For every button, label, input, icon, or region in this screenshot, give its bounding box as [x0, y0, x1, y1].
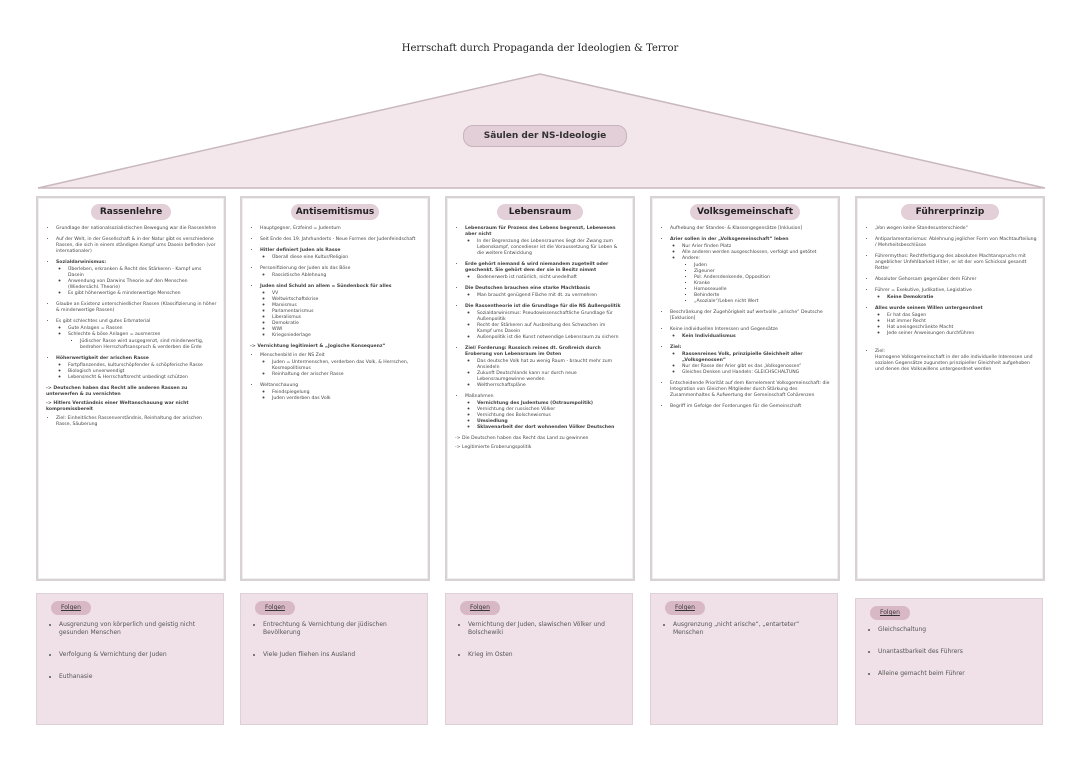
- sub-item: ◦ Feindspiegelung: [272, 390, 416, 396]
- folgen-box-rassenlehre: [36, 593, 224, 725]
- sub-item: ◦ Zukunft Deutschlands kann nur durch neue Lebensraumgewinne wenden: [477, 371, 621, 383]
- list-item: • Grundlage der nationalsozialistischen Bewegung war die Rassenlehre: [56, 226, 218, 232]
- list-item: • „Von wegen keine Standesunterschiede“: [875, 226, 1037, 232]
- list-item: • Vernichtung der Juden, slawischen Völker und Bolschewiki: [468, 621, 626, 637]
- list-item: • Begriff im Gefolge der Forderungen für die Gemeinschaft: [670, 404, 832, 410]
- list-item: • Verfolgung & Vernichtung der Juden: [59, 651, 217, 659]
- roof-label: Säulen der NS-Ideologie: [463, 125, 627, 147]
- page-title: Herrschaft durch Propaganda der Ideologien & Terror: [401, 43, 679, 54]
- sub-item: ◦ Fortpflanzendes, kulturschöpfender & schöpferische Rasse: [68, 363, 212, 369]
- pillar-heading: Führerprinzip: [901, 204, 999, 220]
- conclusion-note: -> Die Deutschen haben das Recht das Land zu gewinnen: [455, 436, 589, 441]
- sub-item: ◦ Kein Individualismus: [682, 334, 826, 340]
- sub-item: ◦ Man braucht genügend Fläche mit dt. zu vermehren: [477, 293, 621, 299]
- list-item: • Lebensraum für Prozess des Lebens begrenzt, Lebewesen aber nicht ◦ In der Begrenzung des Lebensraumes liegt der Zwang zum Lebenskampf, concedieser ist die Voraussetzung für Leben & die weitere Entwicklung: [465, 226, 627, 257]
- sub-item: ◦ Bodenerwerb ist natürlich, nicht unedelhaft: [477, 275, 621, 281]
- list-item: • Viele Juden fliehen ins Ausland: [263, 651, 421, 659]
- sub-item: ◦ Jede seiner Anweisungen durchführen: [887, 331, 1031, 337]
- list-item: • Alles wurde seinem Willen untergeordnet ◦ Er hat das Sagen ◦ Hat immer Recht ◦ Hat uneingeschränkte Macht ◦ Jede seiner Anweisungen durchführen: [875, 306, 1037, 337]
- conclusion-note: -> Hitlers Verständnis einer Weltanschauung war nicht kompromissbereit: [46, 401, 189, 412]
- list-item: • Weltanschauung ◦ Feindspiegelung ◦ Juden verderben das Volk: [260, 383, 422, 402]
- pillar-heading: Rassenlehre: [91, 204, 171, 220]
- sub-item: ◦ Es gibt höherwertige & minderwertige Menschen: [68, 291, 212, 297]
- sub-item: ◦ Weltherrschaftspläne: [477, 383, 621, 389]
- sub-item: ◦ WWI: [272, 327, 416, 333]
- pillar-list: [447, 226, 633, 431]
- list-item: • Gleichschaltung: [878, 626, 1036, 634]
- sub-item: ◦ Umsiedlung: [477, 419, 621, 425]
- sub-item: ◦ Das deutsche Volk hat zu wenig Raum - braucht mehr zum Ansiedeln: [477, 359, 621, 371]
- list-item: • Alleine gemacht beim Führer: [878, 670, 1036, 678]
- list-item: • Aufhebung der Standes- & Klassengegensätze [Inklusion]: [670, 226, 832, 232]
- sub-sub-item: ▪ Jüdischer Rasse wird ausgegrenzt, sind minderwertig, bedrohen Herrschaftsanspruch & verderben die Erde: [80, 339, 206, 351]
- sub-item: ◦ Kriegsniederlage: [272, 333, 416, 339]
- list-item: • Ausgrenzung „nicht arische“, „entarteter“ Menschen: [673, 621, 831, 637]
- sub-item: ◦ Reinhaltung der arischer Rasse: [272, 372, 416, 378]
- conclusion-note: -> Deutschen haben das Recht alle anderen Rassen zu unterwerfen & zu vernichten: [46, 386, 188, 397]
- sub-item: ◦ Nur der Rasse der Arier gibt es das „Volksgenossen“: [682, 364, 826, 370]
- sub-item: ◦ Andere: ▪ Juden ▪ Zigeuner ▪ Pol. Andersdenkende, Opposition ▪ Kranke ▪ Homosexuelle ▪ Behinderte ▪ „Asoziale“/Leben nicht Wert: [682, 256, 826, 305]
- sub-item: ◦ Vernichtung der russischen Völker: [477, 407, 621, 413]
- roof-shape: [0, 0, 1080, 200]
- list-item: • Ausgrenzung von körperlich und geistig nicht gesunden Menschen: [59, 621, 217, 637]
- list-item: • Ziel: Homogene Volksgemeinschaft in der alle individuelle Interessen und sozialen Gegensätze zugunsten prinzipieller Gleichheit aufgehoben und denen des Volkswillens untergeordnet werden: [875, 349, 1037, 373]
- sub-sub-item: ▪ Pol. Andersdenkende, Opposition: [694, 275, 820, 281]
- sub-sub-item: ▪ „Asoziale“/Leben nicht Wert: [694, 299, 820, 305]
- pillar-heading: Antisemitismus: [291, 204, 379, 220]
- sub-sub-item: ▪ Behinderte: [694, 293, 820, 299]
- folgen-box-lebensraum: [445, 593, 633, 725]
- pillar-rassenlehre: [36, 196, 226, 581]
- sub-item: ◦ Alle anderen werden ausgeschlossen, verfolgt und getötet: [682, 250, 826, 256]
- pillar-list: [857, 226, 1043, 373]
- sub-item: ◦ Außenpolitik ist die Kunst notwendige Lebensraum zu sichern: [477, 335, 621, 341]
- sub-item: ◦ Marxismus: [272, 303, 416, 309]
- sub-item: ◦ In der Begrenzung des Lebensraumes liegt der Zwang zum Lebenskampf, concedieser ist die Voraussetzung für Leben & die weitere Entwicklung: [477, 239, 621, 257]
- list-item: • Antiparlamentarismus: Ablehnung jeglicher Form von Machtaufteilung / Mehrheitsbeschlüsse: [875, 237, 1037, 249]
- list-item: • Entscheidende Priorität auf dem Kernelement Volksgemeinschaft: die Integration von Gleichen Mitglieder durch Stärkung des Zusammenhaltes & Aufwertung der Gemeinschaft Cohärenzen: [670, 381, 832, 399]
- list-item: • Unantastbarkeit des Führers: [878, 648, 1036, 656]
- list-item: • Führermythos: Rechtfertigung des absoluten Machtanspruchs mit angeblicher Unfehlbarkeit Hitler, er ist der vom Schicksal gesandt Retter: [875, 254, 1037, 272]
- sub-item: ◦ Parlamentarismus: [272, 309, 416, 315]
- list-item: • Euthanasie: [59, 673, 217, 681]
- sub-item: ◦ Recht der Stärkeren auf Ausbreitung des Schwachen im Kampf ums Dasein: [477, 323, 621, 335]
- folgen-label: Folgen: [51, 601, 91, 615]
- list-item: • Personifizierung der Juden als das Böse ◦ Rassistische Ablehnung: [260, 266, 422, 279]
- list-item: • Ziel: Einheitliches Rassenverständnis, Reinhaltung der arischen Rasse, Säuberung: [56, 416, 218, 428]
- conclusion-note: -> Vernichtung legitimiert & „Jogische Konsequenz“: [250, 344, 386, 349]
- sub-item: ◦ Liberalismus: [272, 315, 416, 321]
- pillar-list: [652, 226, 838, 410]
- sub-item: ◦ Hat uneingeschränkte Macht: [887, 325, 1031, 331]
- conclusion-note: -> Legitimierte Eroberungspolitik: [455, 445, 532, 450]
- sub-item: ◦ Anwendung von Darwins Theorie auf den Menschen (Wiedersächl. Theorie): [68, 279, 212, 291]
- sub-item: ◦ Er hat das Sagen: [887, 313, 1031, 319]
- folgen-box-antisemitismus: [240, 593, 428, 725]
- list-item: • Keine individuellen Interessen und Gegensätze ◦ Kein Individualismus: [670, 327, 832, 340]
- folgen-label: Folgen: [870, 606, 910, 620]
- pillar-fuehrerprinzip: [855, 196, 1045, 581]
- sub-item: ◦ Sozialdarwinismus: Pseudowissenschaftliche Grundlage für Außenpolitik: [477, 311, 621, 323]
- sub-item: ◦ Juden = Untermenschen, verderben das Volk, & Herrschen, Kosmopolitismus: [272, 360, 416, 372]
- sub-sub-item: ▪ Juden: [694, 263, 820, 269]
- sub-item: ◦ Weltwirtschaftskrise: [272, 297, 416, 303]
- sub-item: ◦ Keine Demokratie: [887, 295, 1031, 301]
- list-item: • Menschenbild in der NS Zeit ◦ Juden = Untermenschen, verderben das Volk, & Herrschen, Kosmopolitismus ◦ Reinhaltung der arischer Rasse: [260, 353, 422, 378]
- list-item: • Die Deutschen brauchen eine starke Machtbasis ◦ Man braucht genügend Fläche mit dt. zu vermehren: [465, 286, 627, 299]
- list-item: • Höherwertigkeit der arischen Rasse ◦ Fortpflanzendes, kulturschöpfender & schöpferische Rasse ◦ Biologisch unverwendigt ◦ Lebensrecht & Herrschaftsrecht unbedingt schützen: [56, 356, 218, 381]
- sub-item: ◦ VV: [272, 291, 416, 297]
- sub-item: ◦ Schlechte & böse Anlagen = ausmerzen ▪ Jüdischer Rasse wird ausgegrenzt, sind minderwertig, bedrohen Herrschaftsanspruch & verderben die Erde: [68, 332, 212, 351]
- pillar-list: [38, 226, 224, 381]
- pillar-list: [242, 226, 428, 339]
- folgen-label: Folgen: [665, 601, 705, 615]
- list-item: • Hauptgegner, Erzfeind = Judentum: [260, 226, 422, 232]
- list-item: • Arier sollen in der „Volksgemeinschaft“ leben ◦ Nur Arier finden Platz ◦ Alle anderen werden ausgeschlossen, verfolgt und getötet ◦ Andere: ▪ Juden ▪ Zigeuner ▪ Pol. Andersdenkende, Opposition ▪ Kranke ▪ Homosexuelle ▪ Behinderte ▪ „Asoziale“/Leben nicht Wert: [670, 237, 832, 305]
- sub-item: ◦ Gleiches Denken und Handeln: GLEICHSCHALTUNG: [682, 370, 826, 376]
- sub-item: ◦ Nur Arier finden Platz: [682, 244, 826, 250]
- pillar-volksgemeinschaft: [650, 196, 840, 581]
- list-item: • Es gibt schlechtes und gutes Erbmaterial ◦ Gute Anlagen = Rassen ◦ Schlechte & böse Anlagen = ausmerzen ▪ Jüdischer Rasse wird ausgegrenzt, sind minderwertig, bedrohen Herrschaftsanspruch & verderben die Erde: [56, 319, 218, 351]
- sub-item: ◦ Hat immer Recht: [887, 319, 1031, 325]
- goal-text: Homogene Volksgemeinschaft in der alle individuelle Interessen und sozialen Gegensätze zugunsten prinzipieller Gleichheit aufgehoben und denen des Volkswillens untergeordnet werden: [875, 355, 1033, 372]
- list-item: • Seit Ende des 19. Jahrhunderts - Neue Formen der Judenfeindschaft: [260, 237, 422, 243]
- folgen-label: Folgen: [460, 601, 500, 615]
- list-item: • Maßnahmen ◦ Vernichtung des Judentums (Ostraumpolitik) ◦ Vernichtung der russischen Völker ◦ Vernichtung des Bolschewismus ◦ Umsiedlung ◦ Sklavenarbeit der dort wohnenden Völker Deutschen: [465, 394, 627, 431]
- list-item: • Führer = Exekutive, Judikative, Legislative ◦ Keine Demokratie: [875, 288, 1037, 301]
- pillar-antisemitismus: [240, 196, 430, 581]
- list-item: • Beschränkung der Zugehörigkeit auf wertvolle „arische“ Deutsche [Exklusion]: [670, 310, 832, 322]
- list-item: • Absoluter Gehorsam gegenüber dem Führer: [875, 277, 1037, 283]
- folgen-label: Folgen: [255, 601, 295, 615]
- pillar-heading: Volksgemeinschaft: [690, 204, 800, 220]
- list-item: • Glaube an Existenz unterschiedlicher Rassen (Klassifizierung in höher & minderwertige Rassen): [56, 302, 218, 314]
- sub-item: ◦ Rassenreines Volk, prinzipielle Gleichheit aller „Volksgenossen“: [682, 352, 826, 364]
- list-item: • Krieg im Osten: [468, 651, 626, 659]
- list-item: • Auf der Welt, in der Gesellschaft & in der Natur gibt es verschiedene Rassen, die sich in einem ständigen Kampf ums Dasein befinden (vor internationaler): [56, 237, 218, 255]
- list-item: • Entrechtung & Vernichtung der jüdischen Bevölkerung: [263, 621, 421, 637]
- pillar-heading: Lebensraum: [497, 204, 583, 220]
- sub-item: ◦ Überleben, erkranken & Recht des Stärkeren - Kampf ums Dasein: [68, 267, 212, 279]
- sub-item: ◦ Überall diese eine Kultur/Religion: [272, 255, 416, 261]
- list-item: • Sozialdarwinismus: ◦ Überleben, erkranken & Recht des Stärkeren - Kampf ums Dasein ◦ Anwendung von Darwins Theorie auf den Menschen (Wiedersächl. Theorie) ◦ Es gibt höherwertige & minderwertige Menschen: [56, 260, 218, 297]
- sub-item: ◦ Vernichtung des Judentums (Ostraumpolitik): [477, 401, 621, 407]
- sub-item: ◦ Lebensrecht & Herrschaftsrecht unbedingt schützen: [68, 375, 212, 381]
- sub-item: ◦ Gute Anlagen = Rassen: [68, 326, 212, 332]
- list-item: • Ziel: ◦ Rassenreines Volk, prinzipielle Gleichheit aller „Volksgenossen“ ◦ Nur der Rasse der Arier gibt es das „Volksgenossen“ ◦ Gleiches Denken und Handeln: GLEICHSCHALTUNG: [670, 345, 832, 376]
- folgen-box-fuehrerprinzip: [855, 598, 1043, 725]
- list-item: • Juden sind Schuld an allem = Sündenbock für alles ◦ VV ◦ Weltwirtschaftskrise ◦ Marxismus ◦ Parlamentarismus ◦ Liberalismus ◦ Demokratie ◦ WWI ◦ Kriegsniederlage: [260, 284, 422, 339]
- list-item: • Hitler definiert Juden als Rasse ◦ Überall diese eine Kultur/Religion: [260, 248, 422, 261]
- sub-item: ◦ Demokratie: [272, 321, 416, 327]
- list-item: • Ziel/ Forderung: Russisch reines dt. Großreich durch Eroberung von Lebensraum im Osten ◦ Das deutsche Volk hat zu wenig Raum - braucht mehr zum Ansiedeln ◦ Zukunft Deutschlands kann nur durch neue Lebensraumgewinne wenden ◦ Weltherrschaftspläne: [465, 346, 627, 389]
- sub-sub-item: ▪ Homosexuelle: [694, 287, 820, 293]
- sub-item: ◦ Sklavenarbeit der dort wohnenden Völker Deutschen: [477, 425, 621, 431]
- sub-item: ◦ Rassistische Ablehnung: [272, 273, 416, 279]
- sub-sub-item: ▪ Zigeuner: [694, 269, 820, 275]
- list-item: • Die Rassentheorie ist die Grundlage für die NS Außenpolitik ◦ Sozialdarwinismus: Pseudowissenschaftliche Grundlage für Außenpolitik ◦ Recht der Stärkeren auf Ausbreitung des Schwachen im Kampf ums Dasein ◦ Außenpolitik ist die Kunst notwendige Lebensraum zu sichern: [465, 304, 627, 341]
- pillar-lebensraum: [445, 196, 635, 581]
- sub-item: ◦ Vernichtung des Bolschewismus: [477, 413, 621, 419]
- sub-item: ◦ Biologisch unverwendigt: [68, 369, 212, 375]
- folgen-box-volksgemeinschaft: [650, 593, 838, 725]
- list-item: • Erde gehört niemand & wird niemandem zugeteilt oder geschenkt. Sie gehört dem der sie in Besitz nimmt ◦ Bodenerwerb ist natürlich, nicht unedelhaft: [465, 262, 627, 281]
- sub-sub-item: ▪ Kranke: [694, 281, 820, 287]
- sub-item: ◦ Juden verderben das Volk: [272, 396, 416, 402]
